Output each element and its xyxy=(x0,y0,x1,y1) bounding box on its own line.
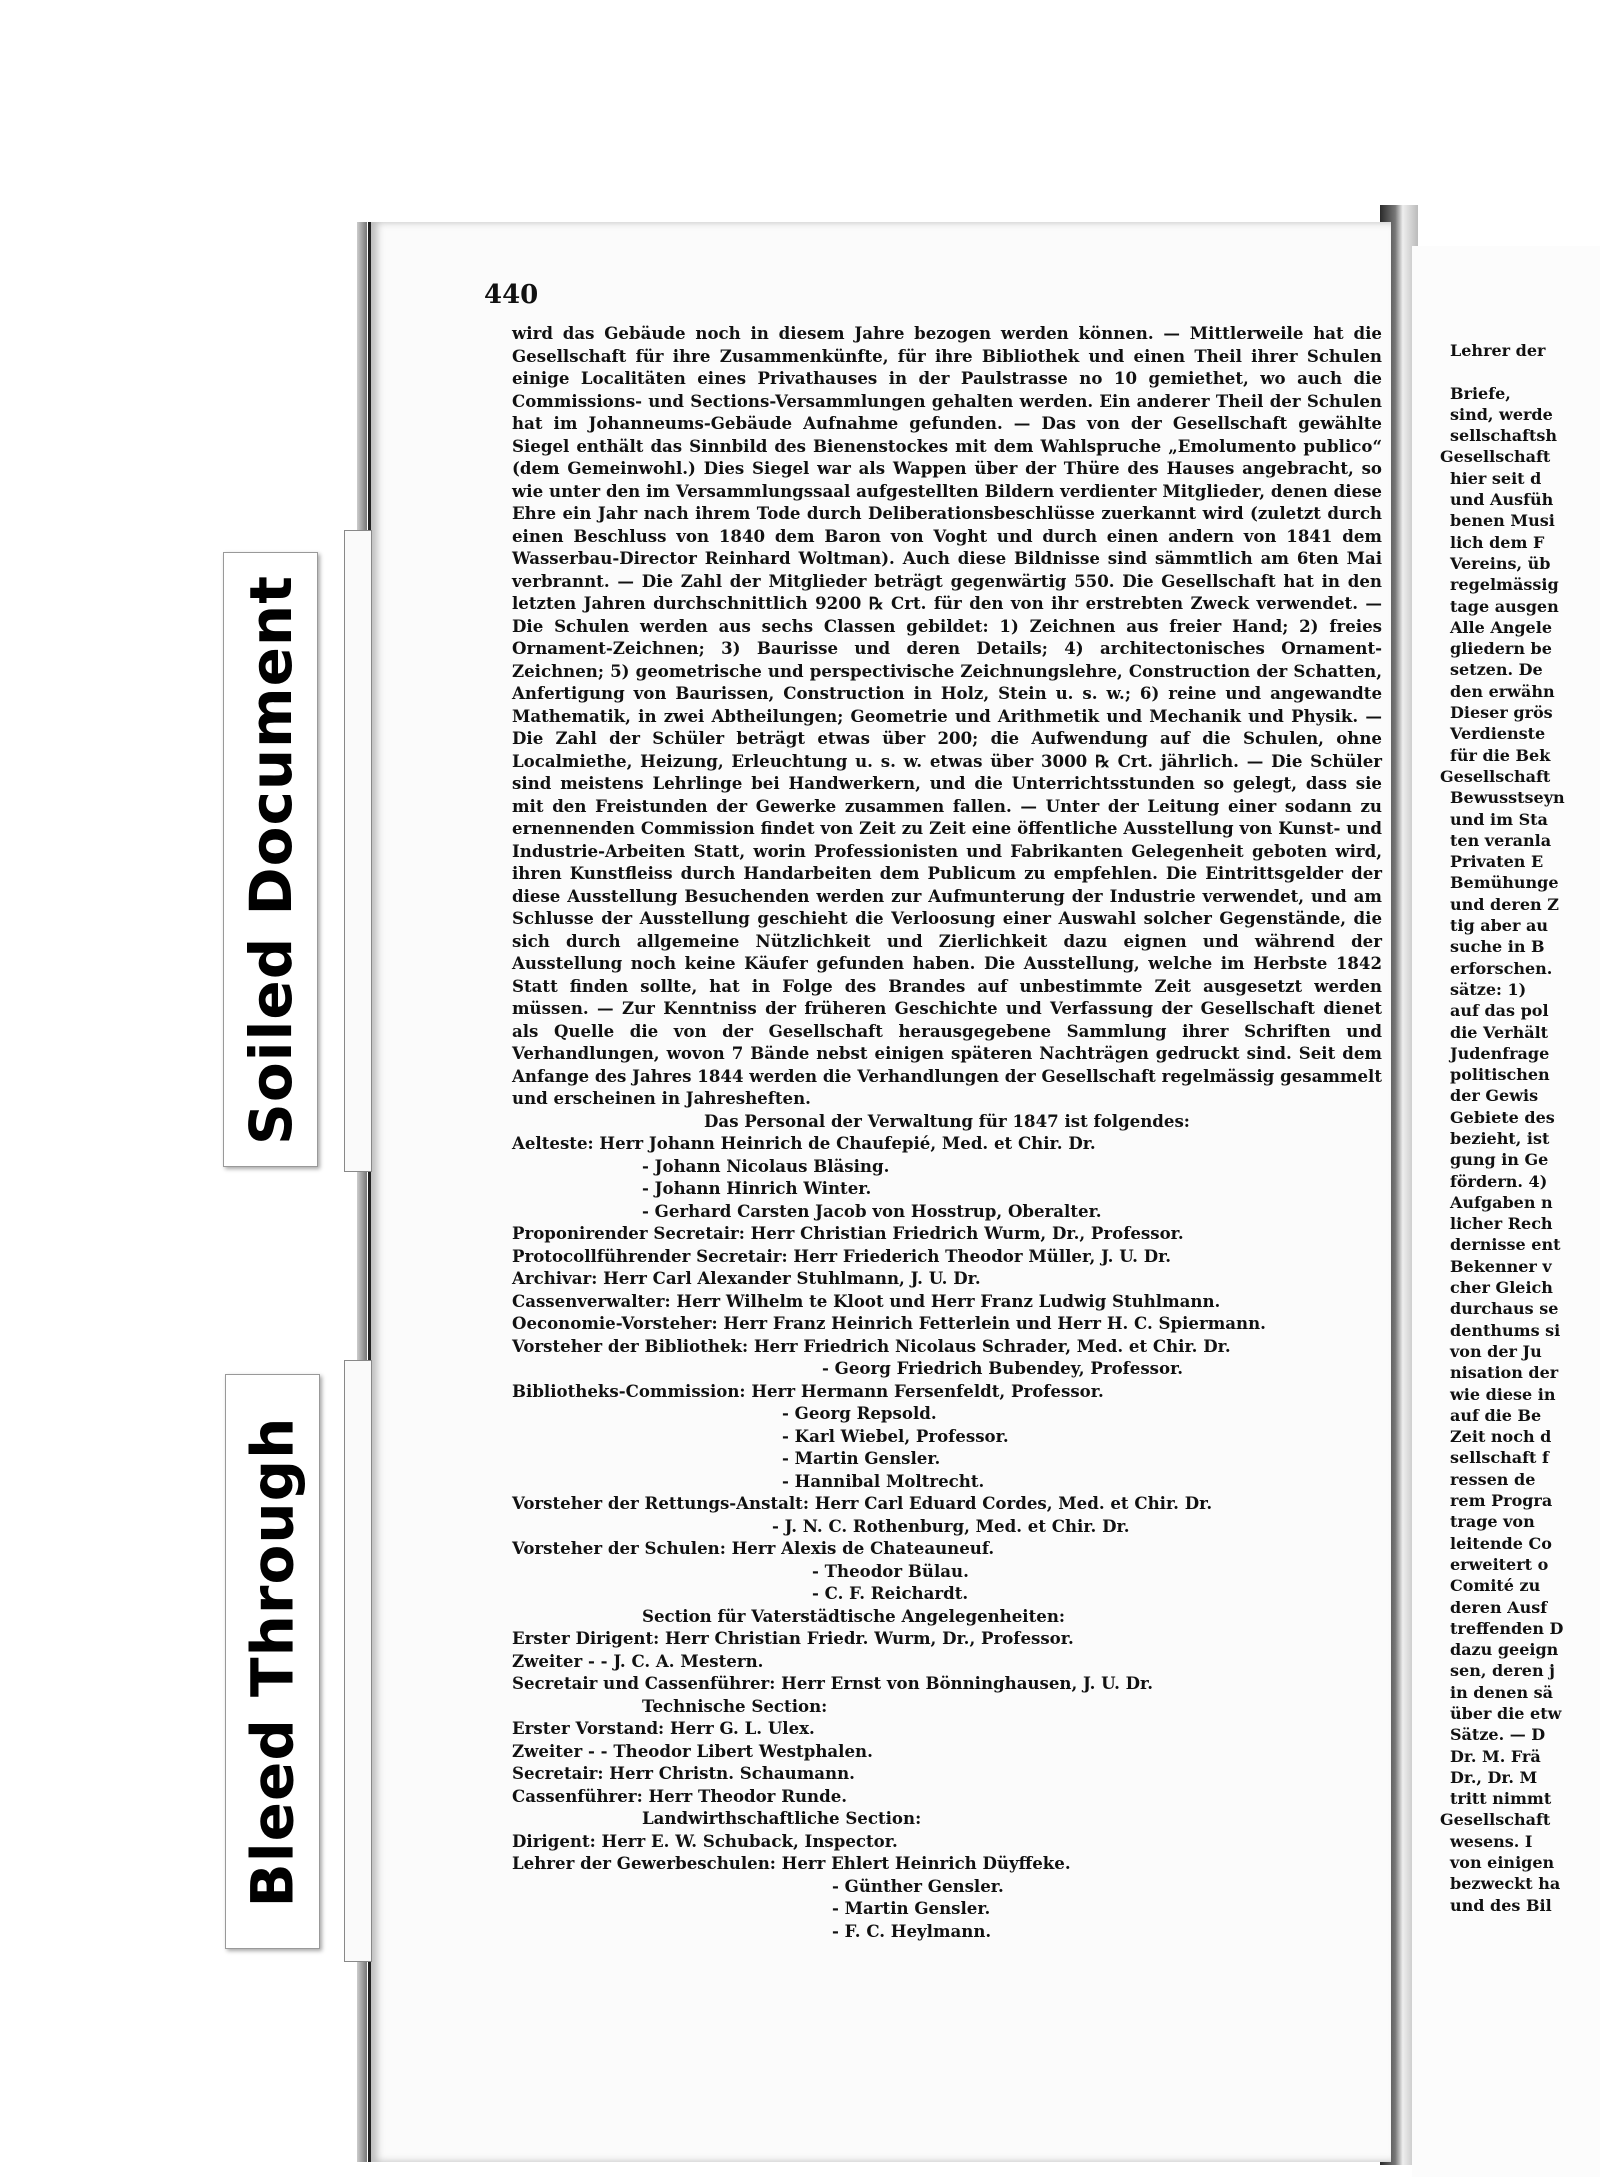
right-page-line: deren Ausf xyxy=(1450,1597,1548,1617)
right-page-line: wesens. I xyxy=(1450,1831,1533,1851)
right-page-line: Judenfrage xyxy=(1450,1043,1550,1063)
personnel-line: Vorsteher der Rettungs-Anstalt: Herr Carl Eduard Cordes, Med. et Chir. Dr. xyxy=(512,1493,1213,1513)
right-page-line: Alle Angele xyxy=(1450,617,1552,637)
personnel-line: Secretair: Herr Christn. Schaumann. xyxy=(512,1763,855,1783)
right-page-line: ressen de xyxy=(1450,1469,1536,1489)
right-page-line: Verdienste xyxy=(1450,724,1546,744)
bleed-through-label xyxy=(225,1374,320,1949)
soiled-document-label-text: Soiled Document xyxy=(236,574,305,1145)
right-page-line: der Gewis xyxy=(1450,1086,1539,1106)
personnel-line: Oeconomie-Vorsteher: Herr Franz Heinrich Fetterlein und Herr H. C. Spiermann. xyxy=(512,1313,1266,1333)
personnel-line: Landwirthschaftliche Section: xyxy=(642,1808,922,1828)
personnel-line: Lehrer der Gewerbeschulen: Herr Ehlert Heinrich Düyffeke. xyxy=(512,1853,1071,1873)
personnel-line: Secretair und Cassenführer: Herr Ernst von Bönninghausen, J. U. Dr. xyxy=(512,1673,1154,1693)
right-page-line: licher Rech xyxy=(1450,1214,1553,1234)
right-page-line: trage von xyxy=(1450,1512,1535,1532)
right-page-line: Gebiete des xyxy=(1450,1107,1555,1127)
right-page-line: treffenden D xyxy=(1450,1618,1564,1638)
right-page-line: dernisse ent xyxy=(1450,1235,1561,1255)
personnel-line: Zweiter - - Theodor Libert Westphalen. xyxy=(512,1740,873,1761)
personnel-line: Cassenführer: Herr Theodor Runde. xyxy=(512,1785,848,1806)
soiled-document-label xyxy=(223,552,318,1167)
right-page-line: wie diese in xyxy=(1450,1384,1556,1404)
right-page-line: Bemühunge xyxy=(1450,873,1559,893)
personnel-line: - Hannibal Moltrecht. xyxy=(782,1470,985,1491)
right-page-line: Briefe, xyxy=(1450,383,1511,403)
right-page-line: die Verhält xyxy=(1450,1022,1549,1042)
right-page-line: lich dem F xyxy=(1450,532,1545,552)
right-page-line: Lehrer der xyxy=(1450,341,1546,360)
personnel-line: - Martin Gensler. xyxy=(782,1448,941,1468)
page-number: 440 xyxy=(484,280,539,310)
right-page-line: Bekenner v xyxy=(1450,1256,1552,1276)
personnel-line: - C. F. Reichardt. xyxy=(812,1583,969,1603)
right-page-line: Bewusstseyn xyxy=(1450,788,1565,808)
right-page-line: von einigen xyxy=(1450,1853,1555,1873)
personnel-line: Vorsteher der Schulen: Herr Alexis de Chateauneuf. xyxy=(512,1538,995,1558)
right-page-line: denthums si xyxy=(1450,1320,1561,1340)
right-page-line: sind, werde xyxy=(1450,404,1553,424)
personnel-line: Vorsteher der Bibliothek: Herr Friedrich Nicolaus Schrader, Med. et Chir. Dr. xyxy=(512,1335,1231,1356)
right-page-line: durchaus se xyxy=(1450,1299,1559,1319)
right-page-line: dazu geeign xyxy=(1450,1640,1559,1660)
personnel-line: Aelteste: Herr Johann Heinrich de Chaufepié, Med. et Chir. Dr. xyxy=(512,1133,1096,1153)
right-page-line: setzen. De xyxy=(1450,660,1543,680)
right-page-line: Gesellschaft xyxy=(1440,766,1551,786)
personnel-line: Proponirender Secretair: Herr Christian Friedrich Wurm, Dr., Professor. xyxy=(512,1223,1184,1243)
right-page-line: Dr. M. Frä xyxy=(1450,1746,1541,1766)
right-page-line: Dieser grös xyxy=(1450,703,1553,723)
right-page-line: den erwähn xyxy=(1450,681,1555,701)
personnel-line: - F. C. Heylmann. xyxy=(832,1920,992,1941)
right-page-line: tig aber au xyxy=(1450,916,1548,936)
right-page-line: und Ausfüh xyxy=(1450,490,1554,510)
right-page-line xyxy=(1450,361,1600,382)
right-page-line: politischen xyxy=(1450,1065,1550,1085)
page-tab-upper xyxy=(344,530,372,1172)
right-page-line: sellschaftsh xyxy=(1450,426,1558,446)
right-page-line: cher Gleich xyxy=(1450,1278,1553,1298)
personnel-line: - Georg Friedrich Bubendey, Professor. xyxy=(822,1358,1184,1378)
personnel-line: Archivar: Herr Carl Alexander Stuhlmann, J. U. Dr. xyxy=(512,1268,981,1288)
right-page-line: suche in B xyxy=(1450,937,1545,957)
right-page-line: und des Bil xyxy=(1450,1895,1552,1915)
right-page-line: von der Ju xyxy=(1450,1341,1542,1361)
right-page-line: und deren Z xyxy=(1450,894,1559,914)
right-page-line: auf das pol xyxy=(1450,1001,1549,1021)
personnel-line: Section für Vaterstädtische Angelegenheiten: xyxy=(642,1605,1066,1626)
right-page-line: Vereins, üb xyxy=(1450,553,1551,573)
personnel-line: - Günther Gensler. xyxy=(832,1875,1004,1896)
right-page-line: leitende Co xyxy=(1450,1533,1552,1553)
right-page-line: tritt nimmt xyxy=(1450,1789,1552,1809)
personnel-line: Erster Dirigent: Herr Christian Friedr. Wurm, Dr., Professor. xyxy=(512,1628,1074,1648)
right-page-line: Zeit noch d xyxy=(1450,1427,1552,1447)
right-page-line: erforschen. xyxy=(1450,958,1553,978)
right-page-line: benen Musi xyxy=(1450,511,1555,531)
main-paragraph: wird das Gebäude noch in diesem Jahre bezogen werden können. — Mittlerweile hat die Gesellschaft für ihre Zusammenkünfte, für ihre Bibliothek und einen Theil ihrer Schulen einige Localitäten eines Privathauses in der Paulstrasse no 10 gemiethet, wo auch die Commissions- und Sections-Versammlungen gehalten werden. Ein anderer Theil der Schulen hat im Johanneums-Gebäude Aufnahme gefunden. — Das von der Gesellschaft gewählte Siegel enthält das Sinnbild des Bienenstockes mit dem Wahlspruche „Emolumento publico“ (dem Gemeinwohl.) Dies Siegel war als Wappen über der Thüre des Hauses angebracht, so wie unter den im Versammlungssaal aufgestellten Bildern verdienter Mitglieder, denen diese Ehre ein Jahr nach ihrem Tode durch Deliberationsbeschlüsse zuerkannt wird (zuletzt durch einen Beschluss von 1840 dem Baron von Voght und durch einen andern von 1841 dem Wasserbau-Director Reinhard Woltman). Auch diese Bildnisse sind sämmtlich am 6ten Mai verbrannt. — Die Zahl der Mitglieder beträgt gegenwärtig 550. Die Gesellschaft hat in den letzten Jahren durchschnittlich 9200 ℞ Crt. für den von ihr erstrebten Zweck verwendet. — Die Schulen werden aus sechs Classen gebildet: 1) Zeichnen aus freier Hand; 2) freies Ornament-Zeichnen; 3) Baurisse und deren Details; 4) architectonisches Ornament-Zeichnen; 5) geometrische und perspectivische Zeichnungslehre, Construction der Schatten, Anfertigung von Baurissen, Construction in Holz, Stein u. s. w.; 6) reine und angewandte Mathematik, in zwei Abtheilungen; Geometrie und Arithmetik und Mechanik und Physik. — Die Zahl der Schüler beträgt etwas über 200; die Aufwendung auf die Schulen, ohne Localmiethe, Heizung, Erleuchtung u. s. w. etwas über 3000 ℞ Crt. jährlich. — Die Schüler sind meistens Lehrlinge bei Handwerkern, und die Unterrichtsstunden so gelegt, dass sie mit den Freistunden der Gewerke zusammen fallen. — Unter der Leitung einer sodann zu ernennenden Commission findet von Zeit zu Zeit eine öffentliche Ausstellung von Kunst- und Industrie-Arbeiten Statt, worin Professionisten und Fabrikanten Gelegenheit geboten wird, ihren Kunstfleiss durch Handarbeiten dem Publicum zu empfehlen. Die Eintrittsgelder der diese Ausstellung Besuchenden werden zur Aufmunterung der Industrie verwendet, und am Schlusse der Ausstellung geschieht die Verloosung einer Auswahl solcher Gegenstände, die sich durch allgemeine Nützlichkeit und Zierlichkeit dazu eignen und während der Ausstellung noch keine Käufer gefunden haben. Die Ausstellung, welche im Herbste 1842 Statt finden sollte, hat in Folge des Brandes auf unbestimmte Zeit ausgesetzt werden müssen. — Zur Kenntniss der früheren Geschichte und Verfassung der Gesellschaft dienet als Quelle die von der Gesellschaft herausgegebene Sammlung ihrer Schriften und Verhandlungen, wovon 7 Bände nebst einigen späteren Nachträgen gedruckt sind. Seit dem Anfange des Jahres 1844 werden die Verhandlungen der Gesellschaft regelmässig gesammelt und erscheinen in Jahresheften. xyxy=(512,323,1382,1108)
right-page-text xyxy=(1440,340,1600,1916)
right-page-line: gung in Ge xyxy=(1450,1150,1549,1170)
personnel-line: - Theodor Bülau. xyxy=(812,1560,969,1581)
personnel-line: - Johann Hinrich Winter. xyxy=(642,1178,872,1198)
right-page-line: bezieht, ist xyxy=(1450,1128,1550,1148)
personnel-heading: Das Personal der Verwaltung für 1847 ist folgendes: xyxy=(704,1110,1190,1131)
right-page-line: für die Bek xyxy=(1450,745,1551,765)
personnel-line: - Martin Gensler. xyxy=(832,1898,991,1918)
main-text-block xyxy=(512,322,1382,1942)
personnel-line: - Karl Wiebel, Professor. xyxy=(782,1425,1009,1446)
right-page-line: ten veranla xyxy=(1450,830,1552,850)
right-page-line: nisation der xyxy=(1450,1363,1559,1383)
personnel-line: - J. N. C. Rothenburg, Med. et Chir. Dr. xyxy=(772,1515,1130,1536)
right-page-line: Gesellschaft xyxy=(1440,447,1551,467)
right-page-line: Gesellschaft xyxy=(1440,1810,1551,1830)
right-page-line: Privaten E xyxy=(1450,852,1544,872)
right-page-line: gliedern be xyxy=(1450,639,1552,659)
right-page-line: sen, deren j xyxy=(1450,1661,1555,1681)
bleed-through-label-text: Bleed Through xyxy=(238,1416,307,1907)
right-page-line: sätze: 1) xyxy=(1450,979,1527,999)
personnel-line: Zweiter - - J. C. A. Mestern. xyxy=(512,1650,764,1671)
right-page-line: Aufgaben n xyxy=(1450,1192,1553,1212)
personnel-line: - Johann Nicolaus Bläsing. xyxy=(642,1155,890,1176)
right-page-line: sellschaft f xyxy=(1450,1448,1549,1468)
personnel-line: - Georg Repsold. xyxy=(782,1403,937,1423)
right-page-line: in denen sä xyxy=(1450,1682,1554,1702)
right-page-line: Comité zu xyxy=(1450,1576,1541,1596)
personnel-line: Protocollführender Secretair: Herr Friederich Theodor Müller, J. U. Dr. xyxy=(512,1245,1172,1266)
right-page-line: tage ausgen xyxy=(1450,596,1559,616)
personnel-line: - Gerhard Carsten Jacob von Hosstrup, Oberalter. xyxy=(642,1200,1102,1221)
right-page-line: über die etw xyxy=(1450,1704,1562,1723)
personnel-list xyxy=(512,1132,1382,1942)
personnel-line: Cassenverwalter: Herr Wilhelm te Kloot und Herr Franz Ludwig Stuhlmann. xyxy=(512,1290,1221,1311)
right-page-line: rem Progra xyxy=(1450,1491,1553,1511)
page-tab-lower xyxy=(344,1360,372,1962)
personnel-line: Erster Vorstand: Herr G. L. Ulex. xyxy=(512,1718,815,1738)
right-page-line: und im Sta xyxy=(1450,809,1548,829)
right-page-line: regelmässig xyxy=(1450,575,1559,595)
personnel-line: Bibliotheks-Commission: Herr Hermann Fersenfeldt, Professor. xyxy=(512,1380,1104,1401)
personnel-line: Technische Section: xyxy=(642,1695,828,1716)
right-page-line: fördern. 4) xyxy=(1450,1171,1548,1191)
personnel-line: Dirigent: Herr E. W. Schuback, Inspector. xyxy=(512,1830,898,1851)
right-page-line: Sätze. — D xyxy=(1450,1725,1546,1745)
right-page-line: auf die Be xyxy=(1450,1405,1542,1425)
right-page-line: Dr., Dr. M xyxy=(1450,1767,1538,1787)
right-page-line: erweitert o xyxy=(1450,1554,1549,1574)
right-page-line: bezweckt ha xyxy=(1450,1874,1561,1894)
right-page-line: hier seit d xyxy=(1450,468,1542,488)
